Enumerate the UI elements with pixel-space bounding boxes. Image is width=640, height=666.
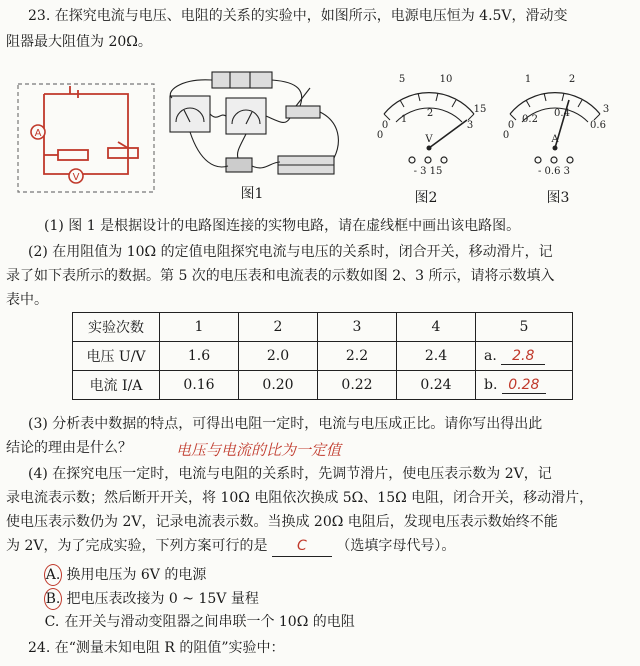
option-a-letter: A. bbox=[44, 564, 62, 586]
v-scale-lower-0: 0 bbox=[376, 130, 384, 141]
a-scale-lower-04: 0.4 bbox=[554, 108, 570, 119]
voltmeter-terminal-labels: - 3 15 bbox=[413, 166, 443, 177]
a-scale-1: 1 bbox=[524, 74, 532, 85]
option-a-text: 换用电压为 6V 的电源 bbox=[66, 567, 207, 583]
v-scale-15: 15 bbox=[473, 104, 487, 115]
q23-line1: 23. 在探究电流与电压、电阻的关系的实验中，如图所示，电源电压恒为 4.5V，滑动变 bbox=[28, 8, 568, 24]
voltage-cell-5 bbox=[476, 342, 573, 371]
a-scale-3: 3 bbox=[602, 104, 610, 115]
option-a[interactable] bbox=[44, 564, 206, 586]
figures-area bbox=[0, 62, 640, 212]
a-scale-lower-06: 0.6 bbox=[590, 120, 606, 131]
v-scale-5: 5 bbox=[398, 74, 406, 85]
row-label-current: 电流 I/A bbox=[73, 371, 160, 400]
voltage-answer[interactable]: 2.8 bbox=[501, 348, 545, 365]
fig1-label: 图1 bbox=[240, 186, 264, 202]
part3-handwritten-answer[interactable]: 电压与电流的比为一定值 bbox=[176, 441, 342, 459]
row-label-voltage: 电压 U/V bbox=[73, 342, 160, 371]
header-trial-3: 3 bbox=[318, 313, 397, 342]
fig2-label: 图2 bbox=[414, 190, 438, 206]
part3-line1: (3) 分析表中数据的特点，可得出电阻一定时，电流与电压成正比。请你写出得出此 bbox=[28, 416, 543, 432]
v-scale-lower-3: 3 bbox=[466, 120, 474, 131]
table-header-row bbox=[73, 313, 573, 342]
a-scale-2: 2 bbox=[568, 74, 576, 85]
part2-line1: (2) 在用阻值为 10Ω 的定值电阻探究电流与电压的关系时，闭合开关，移动滑片，记 bbox=[28, 244, 553, 260]
ammeter-terminal-labels: - 0.6 3 bbox=[537, 166, 571, 177]
ammeter-terminals bbox=[535, 157, 573, 163]
ammeter-letter: A bbox=[551, 134, 559, 145]
v-scale-0: 0 bbox=[381, 120, 389, 131]
option-b-letter: B. bbox=[44, 588, 62, 610]
part4-line1: (4) 在探究电压一定时，电流与电阻的关系时，先调节滑片，使电压表示数为 2V，记 bbox=[28, 466, 552, 482]
handwritten-circuit bbox=[44, 86, 138, 174]
header-trial-5: 5 bbox=[476, 313, 573, 342]
voltage-cell-1: 1.6 bbox=[160, 342, 239, 371]
option-b[interactable] bbox=[44, 588, 259, 610]
q24-text: 24. 在“测量未知电阻 R 的阻值”实验中： bbox=[28, 640, 285, 656]
fig3-label: 图3 bbox=[546, 190, 570, 206]
part4-line4-suffix: （选填字母代号）。 bbox=[336, 538, 456, 554]
header-trial-count: 实验次数 bbox=[73, 313, 160, 342]
part2-line3: 表中。 bbox=[6, 292, 48, 308]
current-cell-1: 0.16 bbox=[160, 371, 239, 400]
header-trial-1: 1 bbox=[160, 313, 239, 342]
header-trial-4: 4 bbox=[397, 313, 476, 342]
part4-line4-prefix: 为 2V，为了完成实验，下列方案可行的是 bbox=[6, 538, 268, 554]
part4-line4 bbox=[6, 536, 455, 557]
part4-answer[interactable]: C bbox=[272, 536, 332, 557]
part2-line2: 录了如下表所示的数据。第 5 次的电压表和电流表的示数如图 2、3 所示，请将示数填入 bbox=[6, 268, 555, 284]
current-prefix: b. bbox=[484, 376, 498, 393]
a-scale-0: 0 bbox=[507, 120, 515, 131]
voltage-cell-3: 2.2 bbox=[318, 342, 397, 371]
current-cell-4: 0.24 bbox=[397, 371, 476, 400]
table-row-voltage bbox=[73, 342, 573, 371]
voltmeter-letter: V bbox=[425, 134, 433, 145]
v-scale-lower-1: 1 bbox=[400, 114, 408, 125]
option-b-text: 把电压表改接为 0 ~ 15V 量程 bbox=[66, 591, 259, 607]
current-cell-3: 0.22 bbox=[318, 371, 397, 400]
voltmeter-symbol-label: V bbox=[72, 172, 80, 183]
a-scale-lower-02: 0.2 bbox=[522, 114, 538, 125]
v-scale-lower-2: 2 bbox=[426, 108, 434, 119]
part3-line2: 结论的理由是什么？ bbox=[6, 440, 132, 456]
current-cell-5 bbox=[476, 371, 573, 400]
part4-line3: 使电压表示数仍为 2V，记录电流表示数。当换成 20Ω 电阻后，发现电压表示数始终不能 bbox=[6, 514, 558, 530]
header-trial-2: 2 bbox=[239, 313, 318, 342]
current-cell-2: 0.20 bbox=[239, 371, 318, 400]
option-c[interactable] bbox=[44, 612, 355, 632]
table-row-current bbox=[73, 371, 573, 400]
q23-line2: 阻器最大阻值为 20Ω。 bbox=[6, 34, 152, 50]
voltage-prefix: a. bbox=[484, 347, 497, 364]
voltage-cell-4: 2.4 bbox=[397, 342, 476, 371]
voltmeter-terminals bbox=[409, 157, 447, 163]
current-answer[interactable]: 0.28 bbox=[502, 377, 546, 394]
physical-circuit bbox=[170, 72, 338, 174]
voltage-cell-2: 2.0 bbox=[239, 342, 318, 371]
ammeter-symbol-label: A bbox=[34, 128, 42, 139]
v-scale-10: 10 bbox=[439, 74, 453, 85]
part4-line2: 录电流表示数；然后断开开关，将 10Ω 电阻依次换成 5Ω、15Ω 电阻，闭合开关，移动滑片， bbox=[6, 490, 594, 506]
a-scale-lower-0: 0 bbox=[502, 130, 510, 141]
option-c-letter: C. bbox=[44, 614, 60, 630]
part1-text: (1) 图 1 是根据设计的电路图连接的实物电路，请在虚线框中画出该电路图。 bbox=[44, 218, 521, 234]
data-table bbox=[72, 312, 573, 400]
option-c-text: 在开关与滑动变阻器之间串联一个 10Ω 的电阻 bbox=[64, 614, 355, 630]
